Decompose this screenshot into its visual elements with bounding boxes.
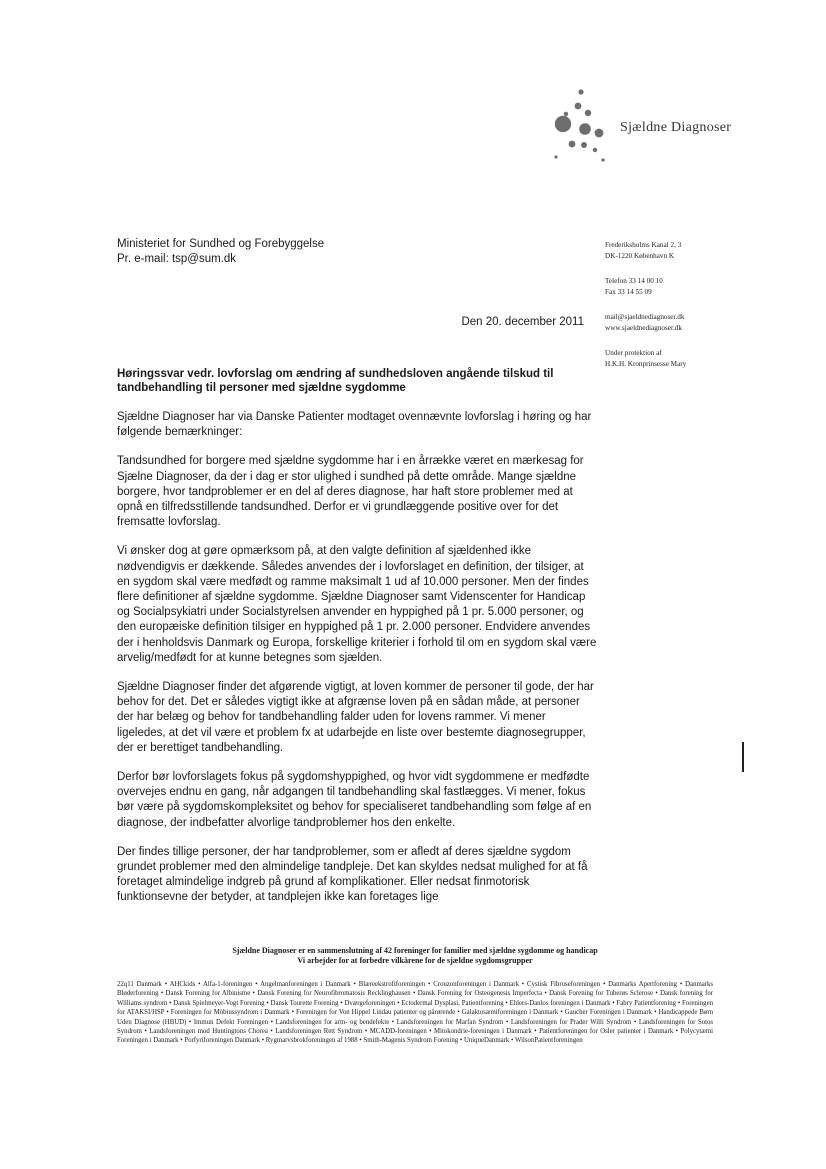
member-organization: Dværgeforeningen •	[344, 1000, 401, 1007]
body-paragraph: Der findes tillige personer, der har tandproblemer, som er afledt af deres sjældne sygdom grundet problemer med den almindelige tandpleje. Det kan skyldes nedsat mulighed for at få foretaget almindelige indgreb på grund af komplikationer. Eller nedsat finmotorisk funktionsevne der betyder, at tandplejen ikke kan foretages lige	[117, 845, 588, 904]
sender-protection-name: H.K.H. Kronprinsesse Mary	[605, 360, 687, 368]
body-paragraph: Vi ønsker dog at gøre opmærksom på, at den valgte definition af sjældenhed ikke nødvendigvis er dækkende. Således anvendes der i lovforslaget en definition, der tilsiger, at en sygdom skal være medfødt og ramme maksimalt 1 ud af 10.000 personer. Men der findes flere definitioner af sjældne sygdomme. Sjældne Diagnoser samt Videnscenter for Handicap og Socialpsykiatri under Socialstyrelsen anvender en hyppighed på 1 pr. 5.000 personer, og den europæiske definition tilsiger en hyppighed på 1 pr. 2.000 personer. Endvidere anvendes der i henholdsvis Danmark og Europa, forskellige kriterier i forhold til om en sygdom skal være arvelig/medfødt for at kunne betegnes som sjælden.	[117, 545, 597, 664]
member-organization: Dansk Forening for Albinisme •	[166, 990, 258, 997]
member-organization: Gaucher Foreningen i Danmark •	[565, 1009, 659, 1016]
member-organization: Dansk Forening for Tuberøs Sclerose •	[549, 990, 660, 997]
recipient-block	[117, 237, 517, 267]
member-organization: Landsforeningen for Marfan Syndrom •	[397, 1019, 511, 1026]
sender-website: www.sjaeldnediagnoser.dk	[605, 324, 682, 332]
recipient-email: Pr. e-mail: tsp@sum.dk	[117, 253, 237, 265]
member-organization: Landsforeningen Rett Syndrom •	[275, 1028, 369, 1035]
footer-title-line: Vi arbejder for at forbedre vilkårene for de sjældne sygdomsgrupper	[297, 956, 533, 965]
member-organization: Danmarks Bløderforening •	[117, 981, 713, 997]
sender-info	[605, 240, 805, 370]
body-paragraph: Derfor bør lovforslagets fokus på sygdomshyppighed, og hvor vidt sygdommene er medfødte overvejes endnu en gang, når adgangen til tandbehandling skal fastlægges. Vi mener, fokus bør være på sygdomskompleksitet og behov for specialiseret tandbehandling som følge af en diagnose, der indbefatter alvorlige tandproblemer hos den enkelte.	[117, 771, 592, 829]
member-organization: UniqueDanmark •	[464, 1037, 515, 1044]
sender-phone: Telefon 33 14 00 10	[605, 277, 663, 285]
member-organization: MCADD-foreningen •	[370, 1028, 434, 1035]
member-organization: Smith-Magenis Syndrom Forening •	[363, 1037, 464, 1044]
margin-mark	[742, 742, 744, 772]
body-paragraph: Tandsundhed for borgere med sjældne sygdomme har i en årrække været en mærkesag for Sjælne Diagnoser, da der i dag er stor ulighed i sundhed på dette område. Mange sjældne borgere, hvor tandproblemer er en del af deres diagnose, har haft store problemer med at opnå en tilfredsstillende tandsundhed. Derfor er vi grundlæggende positive over for det fremsatte lovforslag.	[117, 455, 584, 529]
member-organization: Mitokondrie-foreningen i Danmark •	[434, 1028, 539, 1035]
member-organization: Polycytæmi Foreningen i Danmark •	[117, 1028, 713, 1044]
letter-body	[117, 410, 597, 920]
member-organization: Dansk forening for Williams syndrom •	[117, 990, 713, 1006]
member-organization: Blæreekstrofiforeningen •	[359, 981, 434, 988]
member-organization: Landsforeningen for Prader Willi Syndrom •	[511, 1019, 639, 1026]
logo-wordmark: Sjældne Diagnoser	[620, 120, 732, 135]
molecule-dots-icon	[540, 84, 620, 166]
member-organization: 22q11 Danmark •	[117, 981, 170, 988]
letter-date: Den 20. december 2011	[461, 316, 584, 328]
sender-address-street: Frederiksholms Kanal 2, 3	[605, 241, 682, 249]
member-organization: WilsonPatientforeningen	[514, 1037, 583, 1045]
member-organization: Porfyriforeningen Danmark •	[184, 1037, 265, 1044]
sender-protection-label: Under protektion af	[605, 349, 662, 357]
member-organization: Landsforeningen mod Huntingtons Chorea •	[149, 1028, 275, 1035]
letter-footer	[117, 946, 713, 1046]
member-organization: Foreningen for Von Hippel Lindau patienter og pårørende •	[296, 1009, 462, 1016]
body-paragraph: Sjældne Diagnoser finder det afgørende vigtigt, at loven kommer de personer til gode, der har behov for det. Det er således vigtigt ikke at afgrænse loven på en sådan måde, at personer der har belæg og behov for tandbehandling falder uden for lovens rammer. Vi mener ligeledes, at det vil være et problem fx at udarbejde en liste over bestemte diagnosegrupper, der er berettiget tandbehandling.	[117, 681, 594, 754]
sender-email: mail@sjaeldnediagnoser.dk	[605, 313, 685, 321]
recipient-name: Ministeriet for Sundhed og Forebyggelse	[117, 238, 325, 250]
member-organization: Handicappede Børn Uden Diagnose (HBUD) •	[117, 1009, 713, 1025]
member-organization: Galaktosæmiforeningen i Danmark •	[462, 1009, 565, 1016]
member-organization: Dansk Spielmeyer-Vogt Forening •	[173, 1000, 270, 1007]
body-paragraph: Sjældne Diagnoser har via Danske Patienter modtaget ovennævnte lovforslag i høring og har følgende bemærkninger:	[117, 411, 592, 439]
member-organization: Alfa-1-foreningen •	[203, 981, 260, 988]
member-organization: Angelmanforeningen i Danmark •	[260, 981, 359, 988]
member-organization: Danmarks Apertforening •	[608, 981, 685, 988]
letter-subject: Høringssvar vedr. lovforslag om ændring af sundhedsloven angående tilskud til tandbehandling til personer med sjældne sygdomme	[117, 368, 554, 394]
member-organization: Dansk Forening for Neurofibromatosis Recklinghausen •	[257, 990, 417, 997]
member-organization: Rygmarvsbrokforeningen af 1988 •	[266, 1037, 364, 1044]
member-organization: Landsforeningen for Sotos Syndrom •	[117, 1019, 713, 1035]
member-organization: Patientforeningen for Osler patienter i Danmark •	[539, 1028, 680, 1035]
member-organization: Dansk Tourette Forening •	[271, 1000, 345, 1007]
member-organization: Ectodermal Dysplasi, Patientforening •	[401, 1000, 509, 1007]
sender-fax: Fax 33 14 55 09	[605, 288, 652, 296]
member-organization: AHCkids •	[170, 981, 203, 988]
member-organization: Dansk Forening for Osteogenesis Imperfecta •	[418, 990, 549, 997]
member-organization: Immun Defekt Foreningen •	[194, 1019, 276, 1026]
footer-title	[117, 946, 713, 966]
member-organization: Foreningen for ATAKSI/HSP •	[117, 1000, 713, 1016]
member-organization: Foreningen for Möbiussyndrom i Danmark •	[171, 1009, 296, 1016]
member-organization: Cystisk Fibroseforeningen •	[527, 981, 608, 988]
member-organization: Fabry Patientforening •	[616, 1000, 682, 1007]
organization-logo	[540, 84, 780, 166]
footer-title-line: Sjældne Diagnoser er en sammenslutning af 42 foreninger for familier med sjældne sygdomme og handicap	[232, 946, 598, 955]
member-organization: Ehlers-Danlos foreningen i Danmark •	[510, 1000, 617, 1007]
member-organization: Crouzonforeningen i Danmark •	[433, 981, 527, 988]
sender-address-city: DK-1220 København K	[605, 252, 675, 260]
member-organizations	[117, 980, 713, 1046]
member-organization: Landsforeningen for arm- og bendefekte •	[276, 1019, 397, 1026]
